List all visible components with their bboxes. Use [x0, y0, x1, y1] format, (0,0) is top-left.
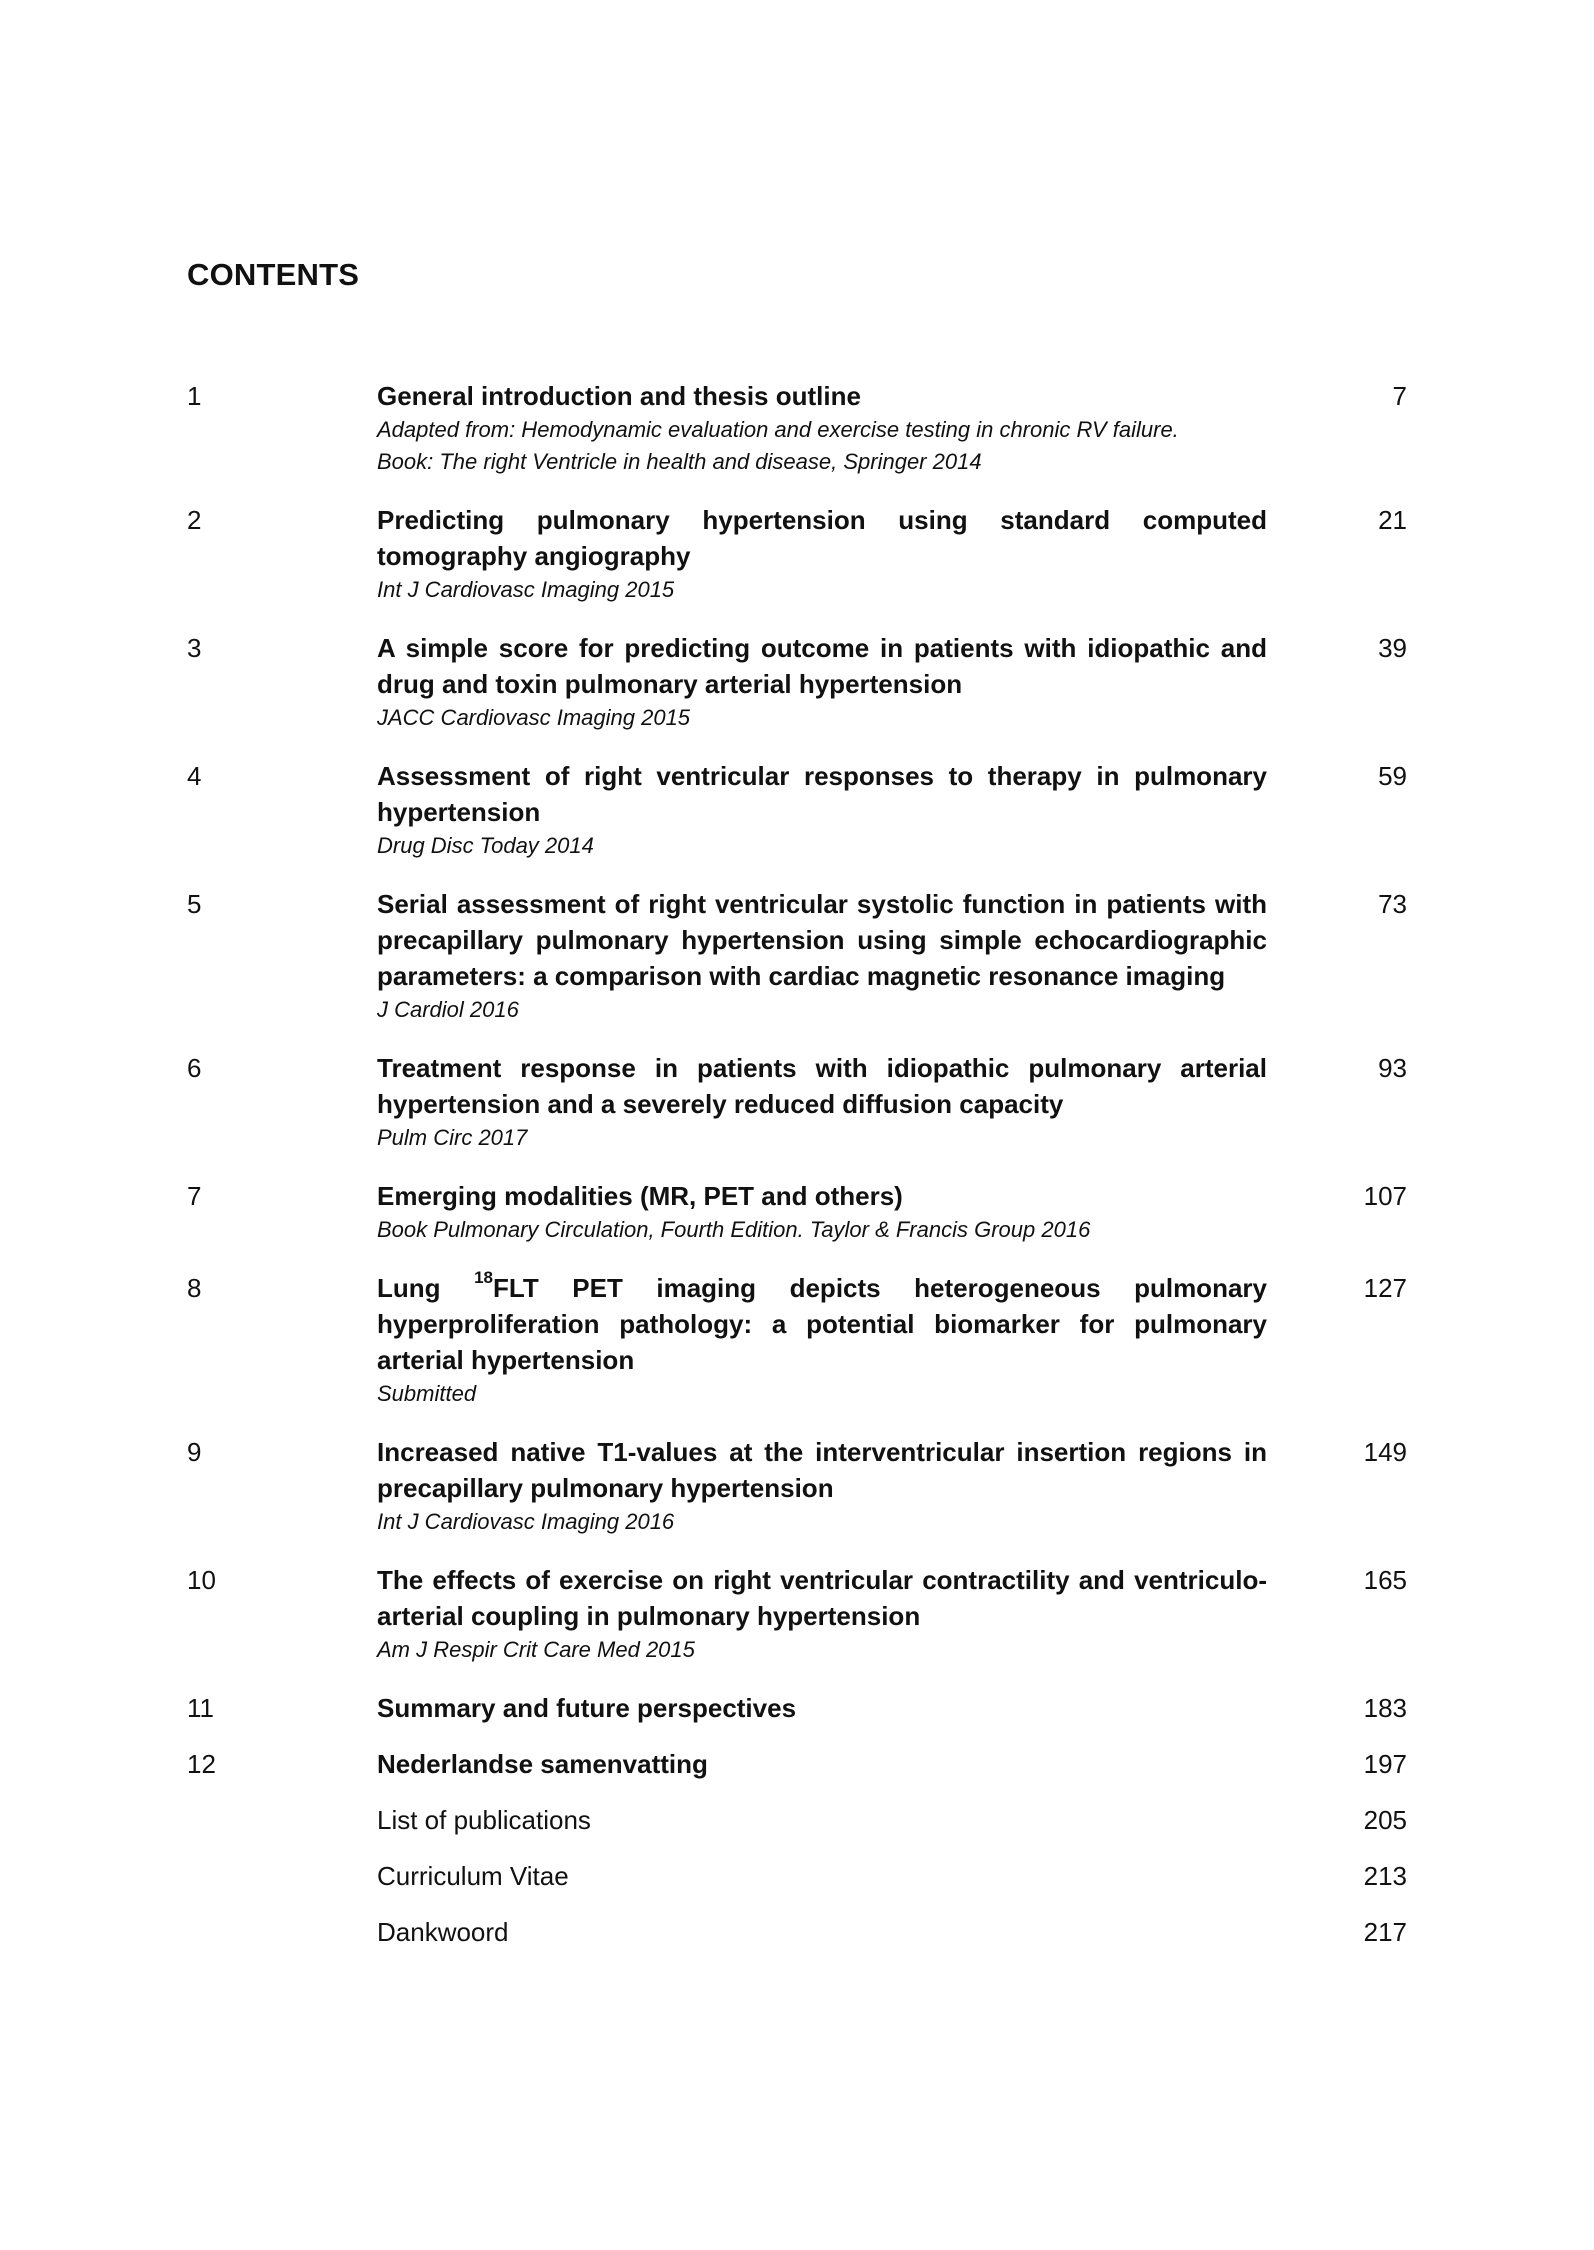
- chapter-title: Emerging modalities (MR, PET and others): [377, 1181, 903, 1211]
- page-number: 213: [1363, 1861, 1407, 1891]
- chapter-title: General introduction and thesis outline: [377, 381, 861, 411]
- chapter-source: Submitted: [377, 1381, 477, 1406]
- chapter-title: Predicting pulmonary hypertension using standard computed tomography angiography: [377, 505, 1267, 571]
- toc-entry: [187, 886, 1407, 1026]
- entry-body: [377, 502, 1267, 606]
- chapter-source: Pulm Circ 2017: [377, 1125, 528, 1150]
- chapter-number: 1: [187, 381, 202, 411]
- chapter-title: Serial assessment of right ventricular systolic function in patients with precapillary pulmonary hypertension using simple echocardiographic parameters: a comparison with cardiac magnetic resonance imaging: [377, 889, 1267, 991]
- chapter-source: Drug Disc Today 2014: [377, 833, 594, 858]
- chapter-source: Adapted from: Hemodynamic evaluation and exercise testing in chronic RV failure.: [377, 417, 1179, 442]
- chapter-source: JACC Cardiovasc Imaging 2015: [377, 705, 691, 730]
- chapter-title: Summary and future perspectives: [377, 1693, 797, 1723]
- page-number: 149: [1363, 1437, 1407, 1467]
- page-number: 73: [1378, 889, 1407, 919]
- entry-body: [377, 1746, 1267, 1782]
- chapter-number: 11: [187, 1693, 214, 1723]
- entry-body: [377, 758, 1267, 862]
- chapter-title: Assessment of right ventricular responses to therapy in pulmonary hypertension: [377, 761, 1267, 827]
- toc-entry: [187, 1914, 1407, 1950]
- section-title: Dankwoord: [377, 1917, 509, 1947]
- chapter-title: Treatment response in patients with idiopathic pulmonary arterial hypertension and a severely reduced diffusion capacity: [377, 1053, 1267, 1119]
- chapter-number: 7: [187, 1181, 202, 1211]
- chapter-number: 4: [187, 761, 202, 791]
- page-number: 127: [1363, 1273, 1407, 1303]
- toc-entry: [187, 1434, 1407, 1538]
- entry-body: [377, 1858, 1267, 1894]
- chapter-title: Nederlandse samenvatting: [377, 1749, 708, 1779]
- entry-body: [377, 1270, 1267, 1410]
- chapter-number: 2: [187, 505, 202, 535]
- page-number: 183: [1363, 1693, 1407, 1723]
- toc-entry: [187, 1690, 1407, 1726]
- chapter-number: 5: [187, 889, 202, 919]
- entry-body: [377, 1690, 1267, 1726]
- entry-body: [377, 1050, 1267, 1154]
- toc-entry: [187, 1802, 1407, 1838]
- page-number: 93: [1378, 1053, 1407, 1083]
- toc-entry: [187, 502, 1407, 606]
- chapter-title-prefix: Lung: [377, 1273, 475, 1303]
- entry-body: [377, 1562, 1267, 1666]
- entry-body: [377, 630, 1267, 734]
- section-title: List of publications: [377, 1805, 591, 1835]
- page-number: 217: [1363, 1917, 1407, 1947]
- toc-entry: [187, 1178, 1407, 1246]
- chapter-title: [377, 1270, 1267, 1378]
- isotope-superscript: 18: [474, 1268, 493, 1287]
- chapter-source: Int J Cardiovasc Imaging 2015: [377, 577, 675, 602]
- chapter-number: 10: [187, 1565, 216, 1595]
- table-of-contents: [187, 378, 1407, 1970]
- toc-entry: [187, 1858, 1407, 1894]
- entry-body: [377, 378, 1267, 478]
- page-number: 165: [1363, 1565, 1407, 1595]
- chapter-number: 8: [187, 1273, 202, 1303]
- toc-entry: [187, 758, 1407, 862]
- toc-entry: [187, 1050, 1407, 1154]
- contents-heading: CONTENTS: [187, 257, 360, 292]
- chapter-source: Book Pulmonary Circulation, Fourth Edition. Taylor & Francis Group 2016: [377, 1217, 1091, 1242]
- toc-entry: [187, 1746, 1407, 1782]
- toc-entry: [187, 1562, 1407, 1666]
- page-number: 7: [1392, 381, 1407, 411]
- toc-entry: [187, 1270, 1407, 1410]
- chapter-source-line-2: Book: The right Ventricle in health and disease, Springer 2014: [377, 449, 982, 474]
- section-title: Curriculum Vitae: [377, 1861, 569, 1891]
- page-number: 59: [1378, 761, 1407, 791]
- entry-body: [377, 1434, 1267, 1538]
- chapter-source: J Cardiol 2016: [377, 997, 519, 1022]
- chapter-title: The effects of exercise on right ventricular contractility and ventriculo-arterial coupling in pulmonary hypertension: [377, 1565, 1267, 1631]
- chapter-source: Am J Respir Crit Care Med 2015: [377, 1637, 695, 1662]
- entry-body: [377, 1914, 1267, 1950]
- page-number: 197: [1363, 1749, 1407, 1779]
- chapter-number: 6: [187, 1053, 202, 1083]
- toc-entry: [187, 378, 1407, 478]
- entry-body: [377, 886, 1267, 1026]
- page-number: 21: [1378, 505, 1407, 535]
- chapter-title-rest: FLT PET imaging depicts heterogeneous pulmonary hyperproliferation pathology: a potential biomarker for pulmonary arterial hypertension: [377, 1273, 1267, 1375]
- chapter-title: A simple score for predicting outcome in patients with idiopathic and drug and toxin pulmonary arterial hypertension: [377, 633, 1267, 699]
- chapter-number: 3: [187, 633, 202, 663]
- page-number: 205: [1363, 1805, 1407, 1835]
- chapter-source: Int J Cardiovasc Imaging 2016: [377, 1509, 675, 1534]
- entry-body: [377, 1178, 1267, 1246]
- chapter-title: Increased native T1-values at the interventricular insertion regions in precapillary pulmonary hypertension: [377, 1437, 1267, 1503]
- chapter-number: 9: [187, 1437, 202, 1467]
- entry-body: [377, 1802, 1267, 1838]
- chapter-number: 12: [187, 1749, 216, 1779]
- page-number: 107: [1363, 1181, 1407, 1211]
- page-number: 39: [1378, 633, 1407, 663]
- toc-entry: [187, 630, 1407, 734]
